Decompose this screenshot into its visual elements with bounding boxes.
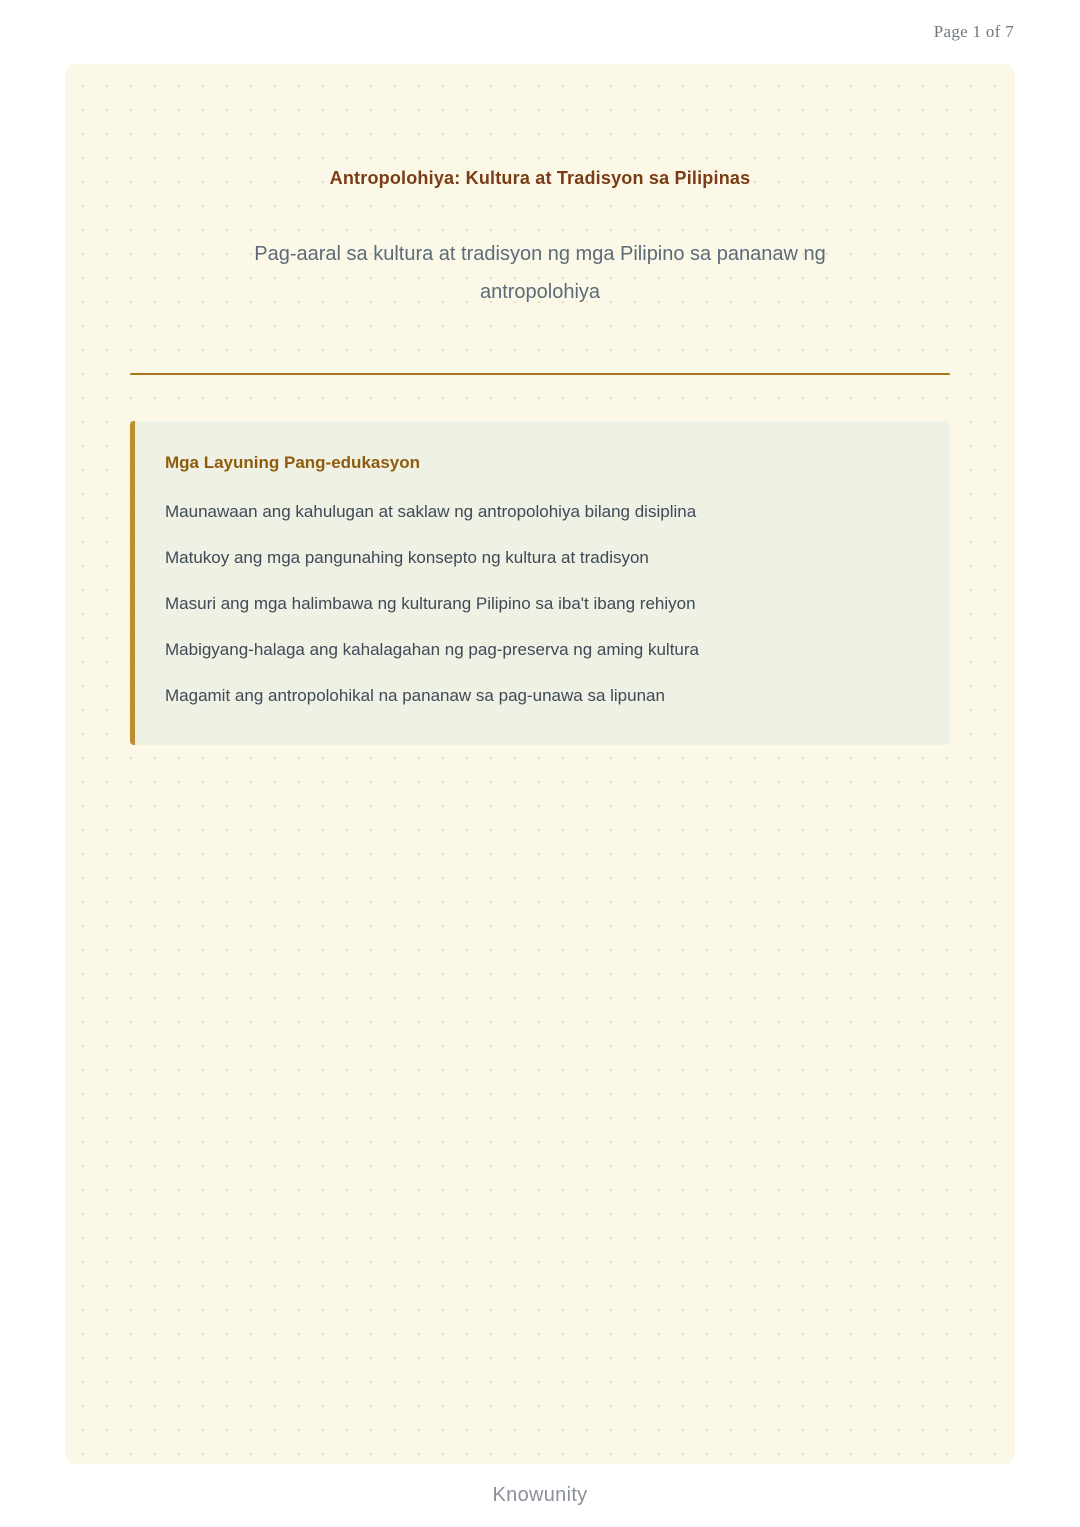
- divider: [130, 373, 950, 375]
- objective-item: Mabigyang-halaga ang kahalagahan ng pag-preserva ng aming kultura: [165, 640, 699, 659]
- objectives-heading: Mga Layuning Pang-edukasyon: [165, 453, 421, 472]
- page-title: Antropolohiya: Kultura at Tradisyon sa Pilipinas: [329, 168, 751, 188]
- objectives-box: [130, 421, 950, 745]
- objective-item: Masuri ang mga halimbawa ng kulturang Pilipino sa iba't ibang rehiyon: [165, 594, 696, 613]
- page-subtitle: Pag-aaral sa kultura at tradisyon ng mga Pilipino sa pananaw ng antropolohiya: [254, 243, 826, 303]
- footer-brand: Knowunity: [492, 1484, 588, 1506]
- objective-item: Maunawaan ang kahulugan at saklaw ng antropolohiya bilang disiplina: [165, 502, 697, 521]
- page-indicator: Page 1 of 7: [933, 22, 1014, 41]
- objective-item: Magamit ang antropolohikal na pananaw sa pag-unawa sa lipunan: [165, 686, 665, 705]
- objective-item: Matukoy ang mga pangunahing konsepto ng kultura at tradisyon: [165, 548, 649, 567]
- document-card: [65, 64, 1015, 1464]
